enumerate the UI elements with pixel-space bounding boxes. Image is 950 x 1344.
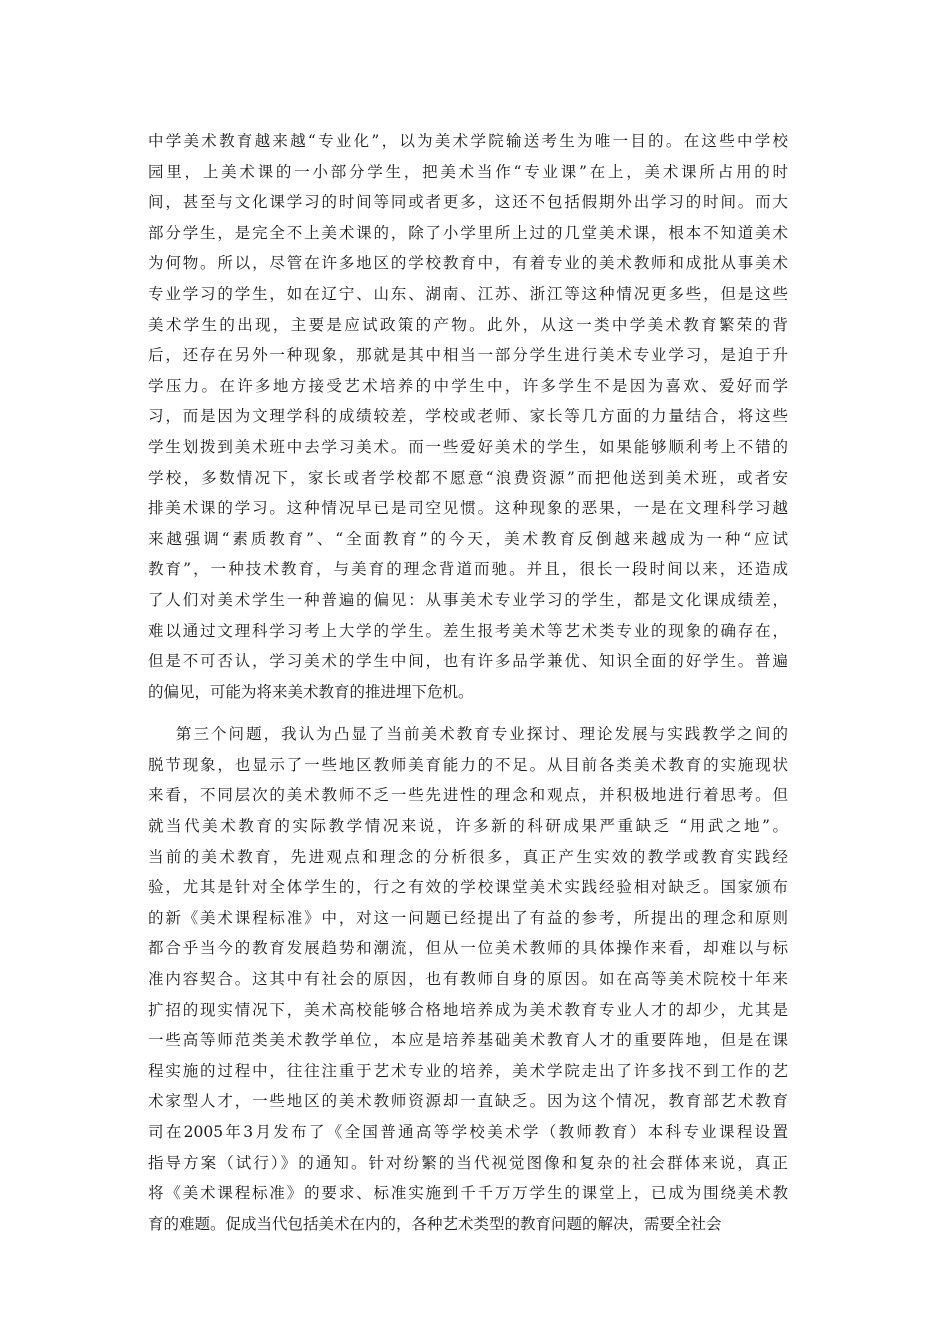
text-line: 育的难题。促成当代包括美术在内的，各种艺术类型的教育问题的解决，需要全社会 [148, 1214, 722, 1233]
text-line: 园里，上美术课的一小部分学生，把美术当作“专业课”在上，美术课所占用的时 [148, 162, 788, 181]
text-line: 间，甚至与文化课学习的时间等同或者更多，这还不包括假期外出学习的时间。而大 [148, 193, 788, 212]
text-line: 扩招的现实情况下，美术高校能够合格地培养成为美术教育专业人才的却少，尤其是 [148, 1000, 788, 1019]
text-line: 将《美术课程标准》的要求、标准实施到千千万万学生的课堂上，已成为围绕美术教 [148, 1184, 788, 1203]
text-line: 验，尤其是针对全体学生的，行之有效的学校课堂美术实践经验相对缺乏。国家颁布 [148, 878, 788, 897]
text-line: 专业学习的学生，如在辽宁、山东、湖南、江苏、浙江等这种情况更多些，但是这些 [148, 284, 788, 303]
text-line: 但是不可否认，学习美术的学生中间，也有许多品学兼优、知识全面的好学生。普遍 [148, 652, 788, 671]
text-line: 学校，多数情况下，家长或者学校都不愿意“浪费资源”而把他送到美术班，或者安 [148, 468, 788, 487]
text-line: 排美术课的学习。这种情况早已是司空见惯。这种现象的恶果，一是在文理科学习越 [148, 499, 788, 518]
text-line: 当前的美术教育，先进观点和理念的分析很多，真正产生实效的教学或教育实践经 [148, 847, 788, 866]
text-line: 部分学生，是完全不上美术课的，除了小学里所上过的几堂美术课，根本不知道美术 [148, 223, 788, 242]
paragraph-1 [148, 126, 788, 707]
text-line: 就当代美术教育的实际教学情况来说，许多新的科研成果严重缺乏 “用武之地”。 [148, 817, 788, 836]
document-body [148, 126, 788, 1239]
text-line: 准内容契合。这其中有社会的原因，也有教师自身的原因。如在高等美术院校十年来 [148, 970, 788, 989]
text-line: 教育”，一种技术教育，与美育的理念背道而驰。并且，很长一段时间以来，还造成 [148, 560, 788, 579]
text-line: 难以通过文理科学习考上大学的学生。差生报考美术等艺术类专业的现象的确存在， [148, 621, 788, 640]
paragraph-2 [148, 719, 788, 1239]
text-line: 为何物。所以，尽管在许多地区的学校教育中，有着专业的美术教师和成批从事美术 [148, 254, 788, 273]
paragraph-spacer [148, 707, 788, 719]
text-line: 的新《美术课程标准》中，对这一问题已经提出了有益的参考，所提出的理念和原则 [148, 908, 788, 927]
text-line: 学压力。在许多地方接受艺术培养的中学生中，许多学生不是因为喜欢、爱好而学 [148, 376, 788, 395]
text-line: 程实施的过程中，往往注重于艺术专业的培养，美术学院走出了许多找不到工作的艺 [148, 1061, 788, 1080]
text-line: 脱节现象，也显示了一些地区教师美育能力的不足。从目前各类美术教育的实施现状 [148, 755, 788, 774]
text-line: 来越强调“素质教育”、“全面教育”的今天，美术教育反倒越来越成为一种“应试 [148, 529, 788, 548]
text-line: 指导方案（试行）》的通知。针对纷繁的当代视觉图像和复杂的社会群体来说，真正 [148, 1153, 788, 1172]
text-line: 一些高等师范类美术教学单位，本应是培养基础美术教育人才的重要阵地，但是在课 [148, 1031, 788, 1050]
text-line: 术家型人才，一些地区的美术教师资源却一直缺乏。因为这个情况，教育部艺术教育 [148, 1092, 788, 1111]
text-line: 的偏见，可能为将来美术教育的推进埋下危机。 [148, 682, 474, 701]
text-line: 司在2005年3月发布了《全国普通高等学校美术学（教师教育）本科专业课程设置 [148, 1123, 788, 1141]
text-line: 后，还存在另外一种现象，那就是其中相当一部分学生进行美术专业学习，是迫于升 [148, 346, 788, 365]
text-line: 都合乎当今的教育发展趋势和潮流，但从一位美术教师的具体操作来看，却难以与标 [148, 939, 788, 958]
text-line: 来看，不同层次的美术教师不乏一些先进性的理念和观点，并积极地进行着思考。但 [148, 786, 788, 805]
text-line: 中学美术教育越来越“专业化”，以为美术学院输送考生为唯一目的。在这些中学校 [148, 132, 788, 150]
text-line: 第三个问题，我认为凸显了当前美术教育专业探讨、理论发展与实践教学之间的 [148, 725, 788, 744]
text-line: 了人们对美术学生一种普遍的偏见：从事美术专业学习的学生，都是文化课成绩差， [148, 590, 788, 609]
text-line: 美术学生的出现，主要是应试政策的产物。此外，从这一类中学美术教育繁荣的背 [148, 315, 788, 334]
text-line: 习，而是因为文理学科的成绩较差，学校或老师、家长等几方面的力量结合，将这些 [148, 407, 788, 426]
text-line: 学生划拨到美术班中去学习美术。而一些爱好美术的学生，如果能够顺利考上不错的 [148, 437, 788, 456]
